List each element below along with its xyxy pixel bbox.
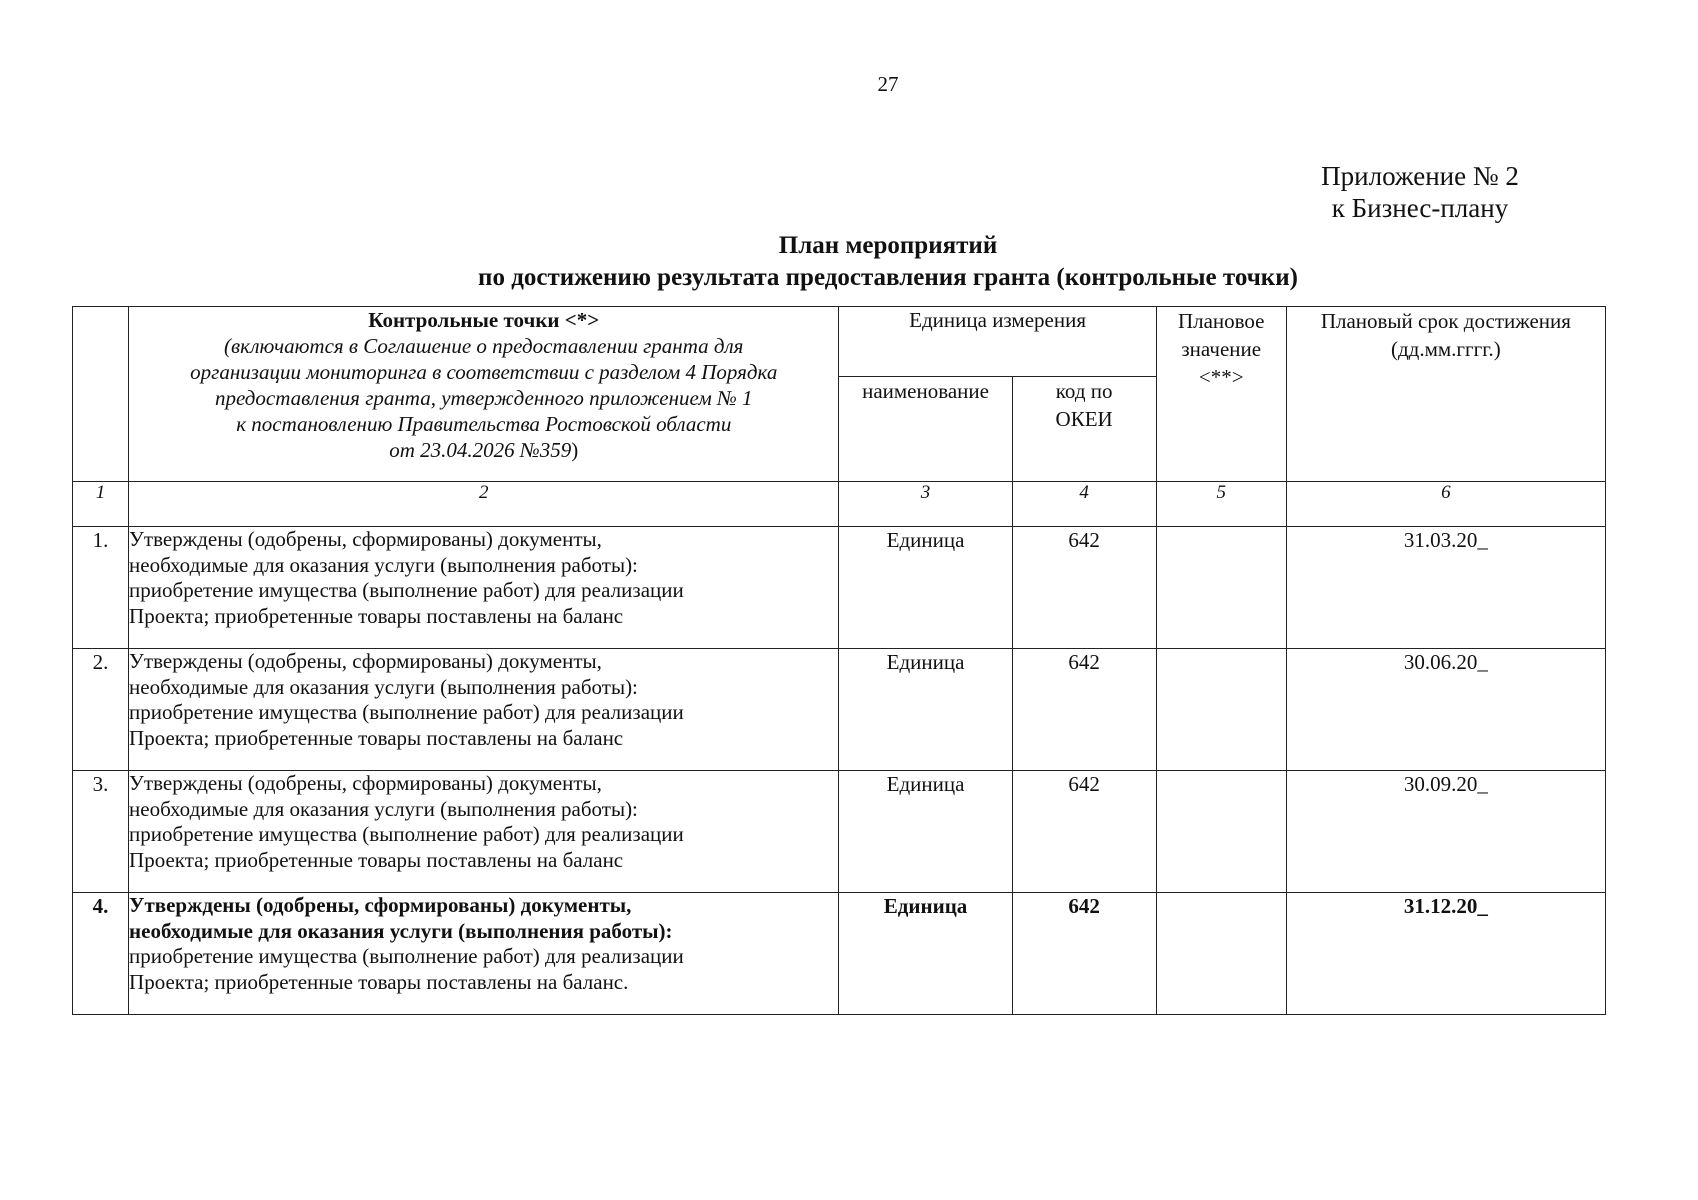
row-number: 1. xyxy=(73,527,129,649)
row-value xyxy=(1156,771,1286,893)
row-line: Проекта; приобретенные товары поставлены на баланс xyxy=(129,847,624,872)
row-line: Утверждены (одобрены, сформированы) документы, xyxy=(129,649,602,673)
header-note-close: ) xyxy=(571,438,579,462)
row-value xyxy=(1156,893,1286,1015)
column-numbers-row xyxy=(73,482,1606,527)
page-number: 27 xyxy=(877,72,899,96)
appendix-note xyxy=(1300,160,1540,224)
row-number: 2. xyxy=(73,649,129,771)
header-unit-code-line-2: ОКЕИ xyxy=(1055,406,1113,431)
row-unit: Единица xyxy=(839,527,1012,649)
row-line: Утверждены (одобрены, сформированы) документы, xyxy=(129,771,602,795)
header-planned-value-line-2: значение xyxy=(1181,337,1262,361)
column-number: 3 xyxy=(839,482,1012,527)
row-code: 642 xyxy=(1012,893,1156,1015)
column-number: 5 xyxy=(1156,482,1286,527)
column-number: 4 xyxy=(1012,482,1156,527)
row-description xyxy=(129,893,839,1015)
row-number: 4. xyxy=(73,893,129,1015)
row-line: Утверждены (одобрены, сформированы) документы, xyxy=(129,527,602,551)
document-title xyxy=(0,230,1698,294)
row-number: 3. xyxy=(73,771,129,893)
header-note-line-1: (включаются в Соглашение о предоставлении гранта для xyxy=(224,334,744,358)
control-points-table xyxy=(72,306,1606,1015)
header-number-cell xyxy=(73,307,129,482)
header-note-line-3: предоставления гранта, утвержденного приложением № 1 xyxy=(214,386,753,410)
header-control-points-title: Контрольные точки <*> xyxy=(368,308,600,332)
row-term: 30.09.20_ xyxy=(1286,771,1605,893)
row-value xyxy=(1156,649,1286,771)
header-control-points xyxy=(129,307,839,482)
row-line: необходимые для оказания услуги (выполнения работы): xyxy=(129,796,638,821)
column-number: 6 xyxy=(1286,482,1605,527)
table-row xyxy=(73,771,1606,893)
header-unit-code-line-1: код по xyxy=(1055,378,1113,403)
row-code: 642 xyxy=(1012,771,1156,893)
row-line: Проекта; приобретенные товары поставлены на баланс. xyxy=(129,969,629,994)
table-header-row xyxy=(73,307,1606,377)
header-planned-value-line-1: Плановое xyxy=(1177,309,1265,333)
row-unit: Единица xyxy=(839,771,1012,893)
header-planned-term-line-2: (дд.мм.гггг.) xyxy=(1390,337,1501,361)
appendix-line-1: Приложение № 2 xyxy=(1321,161,1519,191)
table-row xyxy=(73,893,1606,1015)
header-note-date: от 23.04.2026 №359 xyxy=(389,438,572,462)
column-number: 2 xyxy=(129,482,839,527)
header-planned-value-line-3: <**> xyxy=(1198,365,1244,389)
title-line-1: План мероприятий xyxy=(778,232,998,259)
row-description xyxy=(129,649,839,771)
row-line: Проекта; приобретенные товары поставлены на баланс xyxy=(129,603,624,628)
row-description xyxy=(129,771,839,893)
header-unit-name: наименование xyxy=(839,376,1012,481)
header-unit-code xyxy=(1012,376,1156,481)
header-planned-term xyxy=(1286,307,1605,482)
row-code: 642 xyxy=(1012,649,1156,771)
header-unit: Единица измерения xyxy=(839,307,1156,377)
row-line: приобретение имущества (выполнение работ) для реализации xyxy=(129,700,684,724)
row-line: Проекта; приобретенные товары поставлены на баланс xyxy=(129,725,624,750)
appendix-line-2: к Бизнес-плану xyxy=(1331,193,1509,223)
header-planned-value xyxy=(1156,307,1286,482)
row-line: необходимые для оказания услуги (выполнения работы): xyxy=(129,674,638,699)
header-note-line-5 xyxy=(129,437,838,463)
row-term: 30.06.20_ xyxy=(1286,649,1605,771)
table-row xyxy=(73,527,1606,649)
header-planned-term-line-1: Плановый срок достижения xyxy=(1320,309,1571,333)
table-row xyxy=(73,649,1606,771)
column-number: 1 xyxy=(73,482,129,527)
row-term: 31.03.20_ xyxy=(1286,527,1605,649)
row-line: необходимые для оказания услуги (выполнения работы): xyxy=(129,918,673,943)
row-line: Утверждены (одобрены, сформированы) документы, xyxy=(129,893,632,917)
row-unit: Единица xyxy=(839,649,1012,771)
title-line-2: по достижению результата предоставления гранта (контрольные точки) xyxy=(478,264,1298,291)
row-unit: Единица xyxy=(839,893,1012,1015)
row-line: приобретение имущества (выполнение работ) для реализации xyxy=(129,944,684,968)
header-note-line-2: организации мониторинга в соответствии с разделом 4 Порядка xyxy=(190,360,778,384)
row-line: необходимые для оказания услуги (выполнения работы): xyxy=(129,552,638,577)
row-line: приобретение имущества (выполнение работ) для реализации xyxy=(129,578,684,602)
row-line: приобретение имущества (выполнение работ) для реализации xyxy=(129,822,684,846)
header-note-line-4: к постановлению Правительства Ростовской области xyxy=(236,412,732,436)
row-description xyxy=(129,527,839,649)
row-value xyxy=(1156,527,1286,649)
row-term: 31.12.20_ xyxy=(1286,893,1605,1015)
row-code: 642 xyxy=(1012,527,1156,649)
